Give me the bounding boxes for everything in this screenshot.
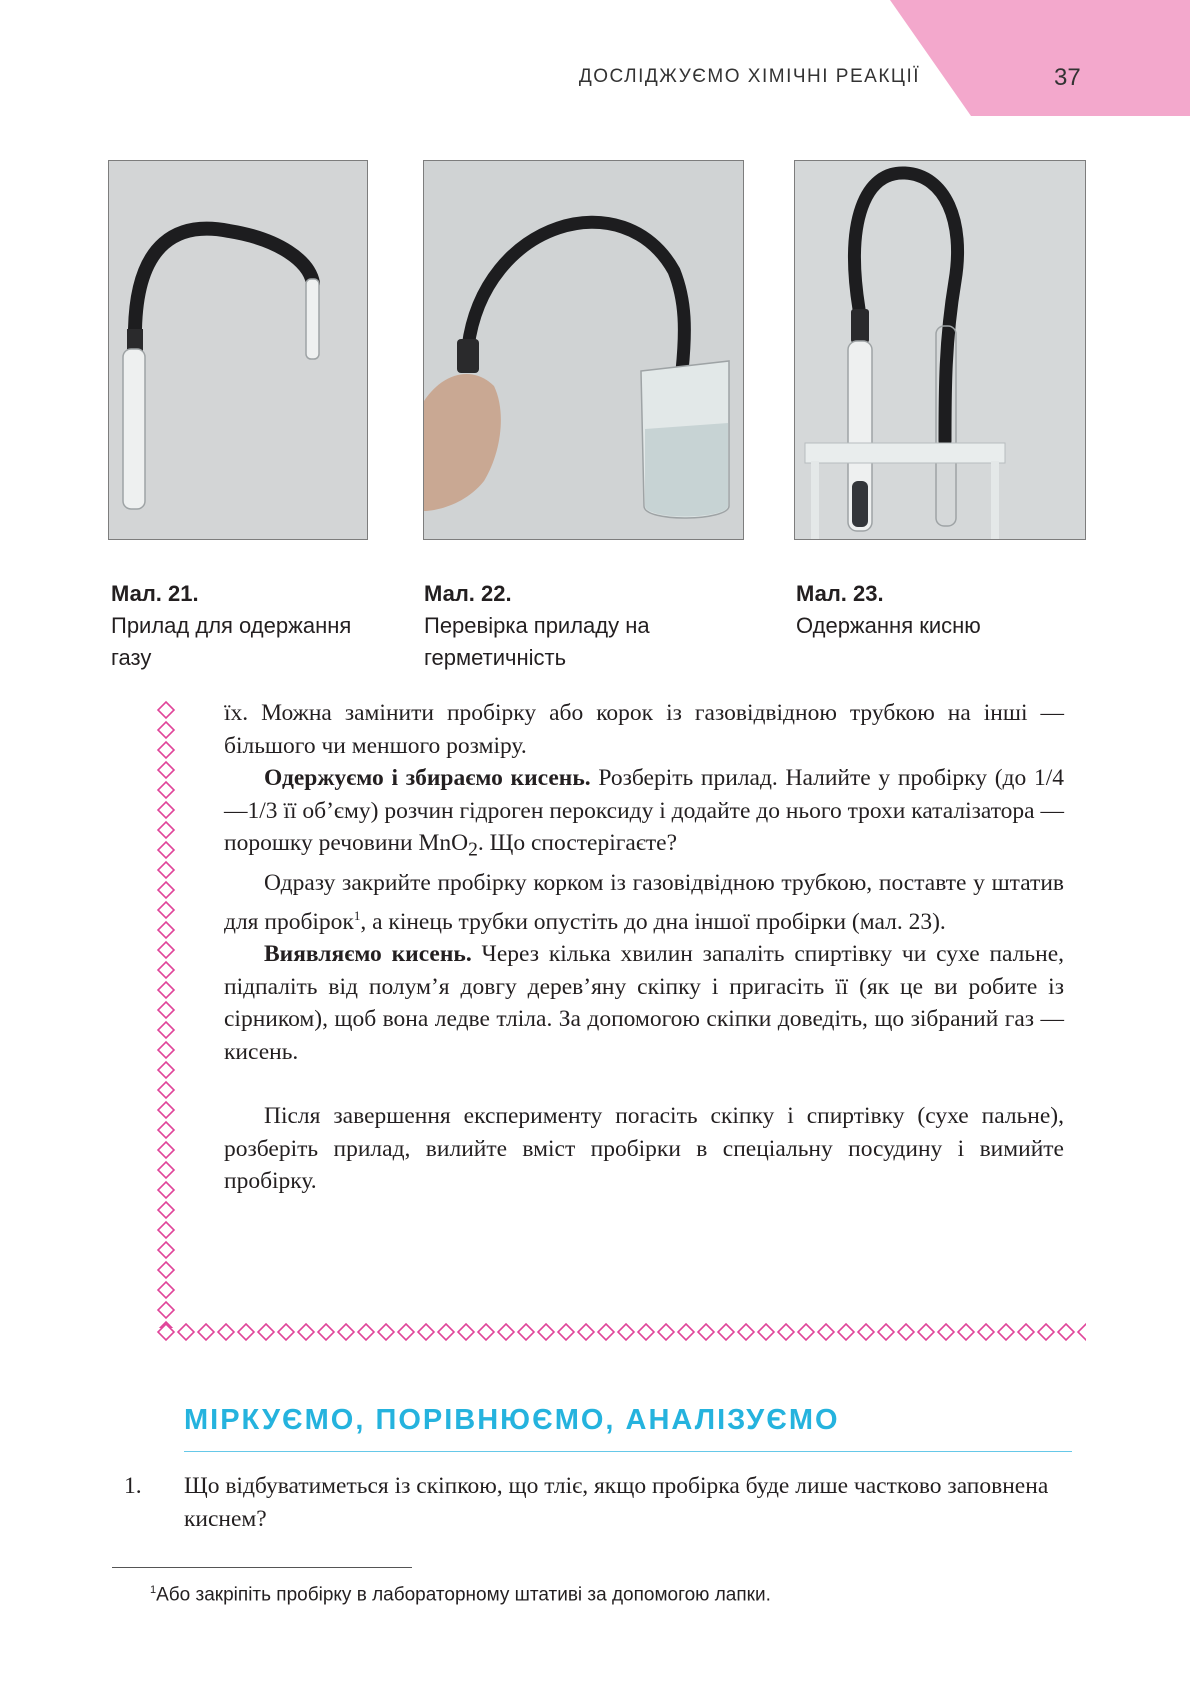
paragraph: Після завершення експерименту погасіть скіпку і спиртівку (сухе пальне), розберіть прилад, вилийте вміст пробірки в спеціальну посудину і вимийте пробірку. <box>224 1103 1064 1195</box>
question-number: 1. <box>124 1473 142 1499</box>
figure-21-caption <box>111 578 381 674</box>
figure-caption-text: Прилад для одержання газу <box>111 613 352 670</box>
footnote-text: Або закріпіть пробірку в лабораторному штативі за допомогою лапки. <box>156 1584 771 1606</box>
experiment-instructions <box>224 697 1064 1198</box>
section-heading: МІРКУЄМО, ПОРІВНЮЄМО, АНАЛІЗУЄМО <box>184 1404 840 1436</box>
figure-number: Мал. 22. <box>424 581 512 606</box>
figure-23-caption <box>796 578 1066 642</box>
subheading: Одержуємо і збираємо кисень. <box>264 765 591 791</box>
paragraph: Виявляємо кисень. Через кілька хвилин запаліть спиртівку чи сухе пальне, підпаліть від полум’я довгу дерев’яну скіпку і пригасіть її (як це ви робите із сірником), щоб вона ледве тліла. За допомогою скіпки доведіть, що зібраний газ — кисень. <box>224 941 1064 1065</box>
decorative-border-bottom <box>156 1322 1086 1342</box>
figure-caption-text: Одержання кисню <box>796 613 981 638</box>
figure-caption-text: Перевірка приладу на герметичність <box>424 613 650 670</box>
paragraph: Одразу закрийте пробірку корком із газовідвідною трубкою, поставте у штатив для пробірок$^1$, а кінець трубки опустіть до дна іншої пробірки (мал. 23). <box>224 870 1064 935</box>
footnote-divider <box>112 1567 412 1568</box>
figure-number: Мал. 23. <box>796 581 884 606</box>
paragraph: їх. Можна замінити пробірку або корок із газовідвідною трубкою на інші — більшого чи меншого розміру. <box>224 700 1064 759</box>
figure-22-caption <box>424 578 694 674</box>
footnote-marker: 1 <box>353 907 361 923</box>
question-item <box>124 1470 1074 1536</box>
figure-22-photo <box>423 160 744 540</box>
page-number: 37 <box>1054 64 1081 91</box>
running-title: ДОСЛІДЖУЄМО ХІМІЧНІ РЕАКЦІЇ <box>578 66 920 87</box>
footnote-marker: 1 <box>150 1584 157 1596</box>
section-divider <box>184 1451 1072 1452</box>
figure-21-photo <box>108 160 368 540</box>
question-text: Що відбуватиметься із скіпкою, що тліє, якщо пробірка буде лише частково заповнена киснем? <box>184 1473 1049 1532</box>
page-corner-accent <box>890 0 1190 116</box>
footnote <box>150 1584 771 1606</box>
subheading: Виявляємо кисень. <box>264 941 472 968</box>
decorative-border-left <box>156 700 176 1328</box>
figure-23-photo <box>794 160 1086 540</box>
paragraph: Одержуємо і збираємо кисень. Розберіть прилад. Налийте у пробірку (до 1/4—1/3 її об’єму) розчин гідроген пероксиду і додайте до нього трохи каталізатора — порошку речовини MnO$_2$. Що спостерігаєте? <box>224 765 1064 861</box>
figure-number: Мал. 21. <box>111 581 199 606</box>
